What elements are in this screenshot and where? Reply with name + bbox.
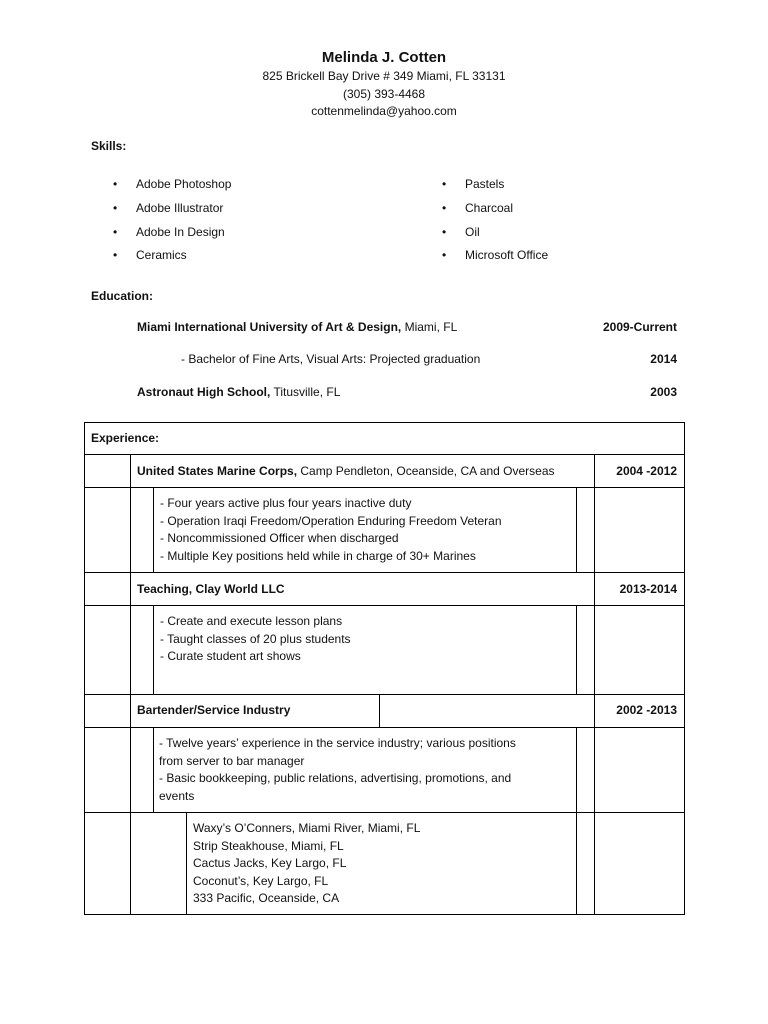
job-title [137, 582, 285, 596]
education-years: 2009-Current [602, 320, 677, 334]
bullet-icon: • [113, 177, 118, 191]
duty-item: - Multiple Key positions held while in charge of 30+ Marines [160, 548, 476, 563]
venue-list [193, 820, 420, 908]
skill-item: Adobe Photoshop [136, 177, 232, 191]
skill-item: Pastels [465, 177, 505, 191]
duty-item: - Create and execute lesson plans [160, 614, 343, 628]
job-title [137, 464, 555, 478]
employer-name: Bartender/Service Industry [137, 703, 291, 717]
education-entry [137, 320, 457, 334]
skill-item: Adobe Illustrator [136, 201, 224, 215]
skill-item: Charcoal [465, 201, 514, 215]
bullet-icon: • [442, 225, 447, 239]
skill-item: Ceramics [136, 248, 187, 262]
job-duties [159, 735, 516, 805]
job-years: 2004 -2012 [616, 464, 677, 478]
duty-item: from server to bar manager [159, 753, 305, 768]
phone: (305) 393-4468 [342, 87, 426, 101]
duty-item: - Twelve years’ experience in the service industry; various positions [159, 736, 516, 750]
duty-item: - Basic bookkeeping, public relations, advertising, promotions, and [159, 771, 512, 785]
duty-item: - Curate student art shows [160, 649, 301, 663]
table-rule [153, 605, 154, 695]
table-rule [186, 812, 187, 915]
degree-detail: - Bachelor of Fine Arts, Visual Arts: Projected graduation [181, 352, 481, 366]
employer-name: United States Marine Corps, [137, 464, 298, 478]
venue-item: Cactus Jacks, Key Largo, FL [193, 856, 347, 870]
bullet-icon: • [113, 201, 118, 215]
education-heading: Education: [91, 289, 153, 303]
duty-item: events [159, 788, 195, 803]
venue-item: Strip Steakhouse, Miami, FL [193, 838, 344, 853]
employer-location: Camp Pendleton, Oceanside, CA and Overseas [297, 464, 555, 478]
table-rule [576, 727, 577, 915]
bullet-icon: • [113, 225, 118, 239]
table-rule [379, 694, 380, 728]
duty-item: - Noncommissioned Officer when discharged [160, 531, 399, 545]
employer-location: Clay World LLC [192, 582, 285, 596]
table-rule [594, 454, 595, 915]
venue-item: Coconut’s, Key Largo, FL [193, 873, 329, 888]
school-name: Astronaut High School, [137, 385, 271, 399]
venue-item: 333 Pacific, Oceanside, CA [193, 891, 340, 905]
employer-name: Teaching, [137, 582, 193, 596]
table-rule [153, 727, 154, 813]
skill-item: Adobe In Design [136, 225, 225, 239]
table-rule [84, 422, 85, 915]
duty-item: - Taught classes of 20 plus students [160, 631, 351, 646]
bullet-icon: • [442, 248, 447, 262]
email: cottenmelinda@yahoo.com [311, 104, 457, 118]
table-rule [84, 422, 685, 423]
bullet-icon: • [442, 201, 447, 215]
table-rule [576, 605, 577, 695]
bullet-icon: • [113, 248, 118, 262]
job-years: 2002 -2013 [616, 703, 677, 717]
table-rule [130, 454, 131, 915]
candidate-name: Melinda J. Cotten [321, 49, 447, 66]
table-rule [153, 487, 154, 573]
skills-heading: Skills: [91, 139, 127, 153]
duty-item: - Four years active plus four years inactive duty [160, 496, 412, 510]
job-duties [160, 495, 502, 565]
table-rule [576, 487, 577, 573]
address: 825 Brickell Bay Drive # 349 Miami, FL 33131 [262, 69, 506, 83]
education-years: 2014 [650, 352, 677, 366]
duty-item: - Operation Iraqi Freedom/Operation Enduring Freedom Veteran [160, 513, 502, 528]
table-rule [684, 422, 685, 915]
school-name: Miami International University of Art & Design, [137, 320, 402, 334]
education-years: 2003 [650, 385, 677, 399]
skill-item: Oil [465, 225, 480, 239]
school-location: Titusville, FL [270, 385, 341, 399]
job-duties [160, 613, 351, 666]
experience-heading: Experience: [91, 431, 160, 445]
venue-item: Waxy’s O’Conners, Miami River, Miami, FL [193, 821, 421, 835]
school-location: Miami, FL [401, 320, 458, 334]
job-years: 2013-2014 [619, 582, 677, 596]
bullet-icon: • [442, 177, 447, 191]
education-entry [137, 385, 340, 399]
skill-item: Microsoft Office [465, 248, 549, 262]
